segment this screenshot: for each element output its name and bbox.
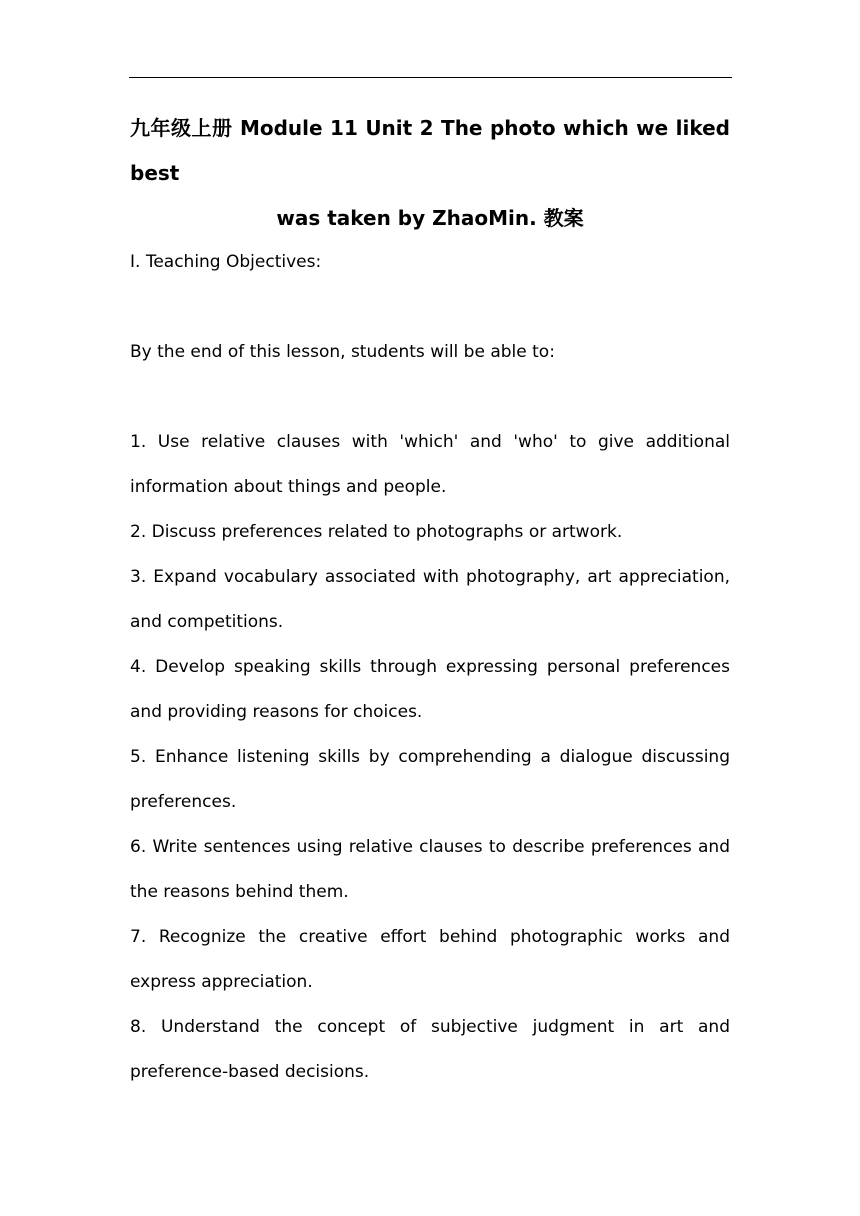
objective-item: 8. Understand the concept of subjective judgment in art and preference-based decisions. [130,1017,730,1082]
document-title [130,106,730,241]
objective-item: 2. Discuss preferences related to photographs or artwork. [130,522,623,542]
objective-item: 4. Develop speaking skills through expressing personal preferences and providing reasons for choices. [130,657,730,722]
objective-item: 3. Expand vocabulary associated with photography, art appreciation, and competitions. [130,567,730,632]
section-heading: I. Teaching Objectives: [130,252,322,272]
objective-item: 5. Enhance listening skills by comprehending a dialogue discussing preferences. [130,747,730,812]
title-line-2: was taken by ZhaoMin. 教案 [276,206,584,230]
header-rule [129,77,732,78]
objective-item: 6. Write sentences using relative clauses to describe preferences and the reasons behind them. [130,837,730,902]
intro-paragraph: By the end of this lesson, students will be able to: [130,342,555,362]
title-line-1: 九年级上册 Module 11 Unit 2 The photo which we liked best [130,116,730,185]
objectives-list [130,420,730,1095]
objective-item: 1. Use relative clauses with 'which' and 'who' to give additional information about things and people. [130,432,730,497]
objective-item: 7. Recognize the creative effort behind photographic works and express appreciation. [130,927,730,992]
